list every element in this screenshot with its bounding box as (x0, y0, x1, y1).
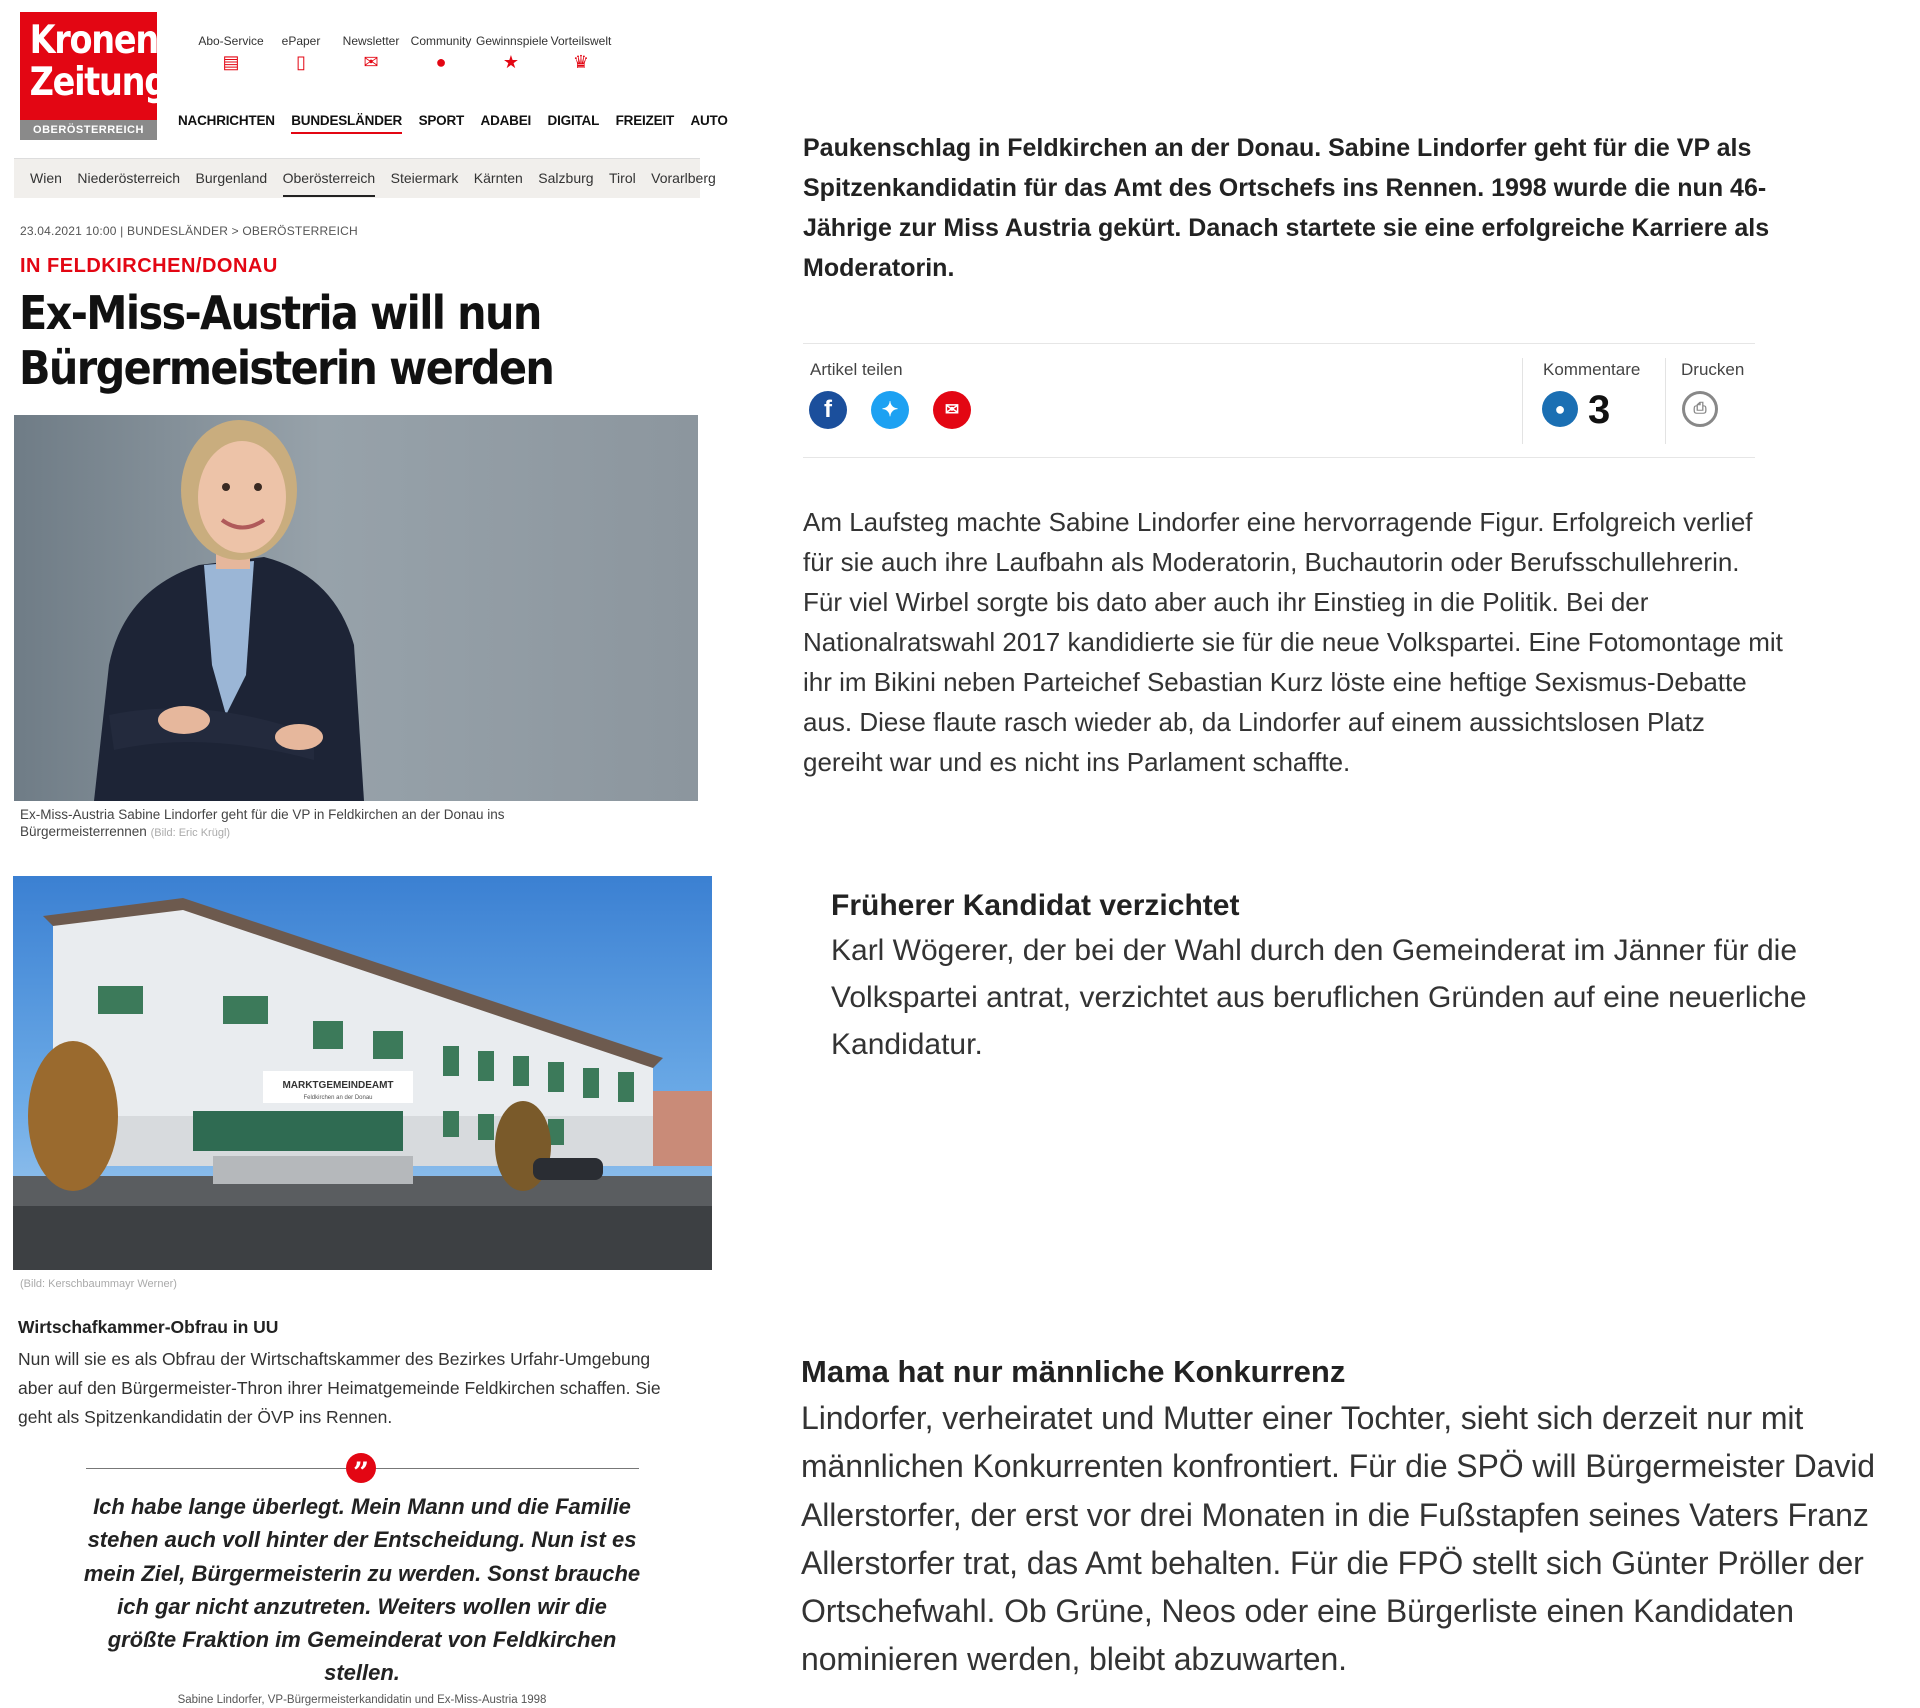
print-label: Drucken (1681, 360, 1745, 379)
logo-region: OBERÖSTERREICH (20, 120, 157, 140)
newspaper-icon: ▤ (222, 52, 240, 72)
section-competition (801, 1350, 1920, 1684)
share-label: Artikel teilen (810, 360, 903, 379)
star-icon: ★ (502, 52, 520, 72)
caption-text: Ex-Miss-Austria Sabine Lindorfer geht für die VP in Feldkirchen an der Donau ins Bürgermeisterrennen (20, 807, 505, 839)
share-bar (803, 343, 1755, 458)
main-nav (178, 112, 728, 134)
service-epaper[interactable] (266, 34, 336, 76)
article-kicker: IN FELDKIRCHEN/DONAU (20, 255, 278, 277)
service-label: Gewinnspiele (476, 34, 549, 48)
divider (1522, 358, 1523, 444)
service-label: Abo-Service (198, 34, 264, 48)
section-former-candidate (831, 885, 1901, 1068)
portrait-illustration (14, 415, 698, 801)
mail-share-button[interactable] (933, 391, 971, 429)
quote-source: Sabine Lindorfer, VP-Bürgermeisterkandidatin und Ex-Miss-Austria 1998 (177, 1694, 547, 1706)
logo-line-1: Kronen (29, 18, 158, 63)
section-heading: Früherer Kandidat verzichtet (831, 889, 1240, 922)
subnav-vorarlberg[interactable]: Vorarlberg (651, 170, 716, 186)
twitter-share-button[interactable] (871, 391, 909, 429)
article-body: Am Laufsteg machte Sabine Lindorfer eine hervorragende Figur. Erfolgreich verlief für sie auch ihre Laufbahn als Moderatorin, Buchautorin oder Berufsschullehrerin. Für viel Wirbel sorgte bis dato aber auch ihr Einstieg in die Politik. Bei der Nationalratswahl 2017 kandidierte sie für die neue Volkspartei. Eine Fotomontage mit ihr im Bikini neben Parteichef Sebastian Kurz löste eine heftige Sexismus-Debatte aus. Diese flaute rasch wieder ab, da Lindorfer auf einem aussichtslosen Platz gereiht war und es nicht ins Parlament schaffte. (803, 507, 1783, 777)
town-hall-illustration (13, 876, 712, 1270)
service-newsletter[interactable] (336, 34, 406, 76)
headline-line-1: Ex-Miss-Austria will nun (19, 286, 541, 340)
quote-mark-icon: ” (346, 1453, 376, 1483)
photo-credit: (Bild: Eric Krügl) (150, 827, 231, 839)
pull-quote: Ich habe lange überlegt. Mein Mann und die Familie stehen auch voll hinter der Entscheidung. Nun ist es mein Ziel, Bürgermeisterin zu werden. Sonst brauche ich gar nicht anzutreten. Weiters wollen wir die größte Fraktion im Gemeinderat von Feldkirchen stellen. (83, 1494, 641, 1686)
comments-count[interactable]: 3 (1588, 388, 1611, 432)
service-label: Vorteilswelt (550, 34, 612, 48)
logo-line-2: Zeitung (29, 60, 167, 105)
portrait-caption (20, 806, 620, 842)
nav-sport[interactable]: SPORT (418, 113, 465, 128)
nav-freizeit[interactable]: FREIZEIT (615, 113, 674, 128)
article-lead: Paukenschlag in Feldkirchen an der Donau. Sabine Lindorfer geht für die VP als Spitzenkandidatin für das Amt des Ortschefs ins Rennen. 1998 wurde die nun 46-Jährige zur Miss Austria gekürt. Danach startete sie eine erfolgreiche Karriere als Moderatorin. (803, 134, 1770, 282)
subnav-wien[interactable]: Wien (30, 170, 62, 186)
crown-icon: ♛ (572, 52, 590, 72)
article-headline (19, 286, 631, 396)
nav-digital[interactable]: DIGITAL (547, 113, 600, 128)
envelope-icon: ✉ (363, 52, 379, 72)
photo-credit: (Bild: Kerschbaummayr Werner) (20, 1278, 177, 1290)
subnav-tirol[interactable]: Tirol (609, 170, 636, 186)
subnav-niederoesterreich[interactable]: Niederösterreich (77, 170, 181, 186)
twitter-icon: ✦ (881, 399, 899, 421)
region-subnav (14, 158, 716, 198)
service-label: Newsletter (342, 34, 400, 48)
service-nav (196, 34, 616, 76)
comments-label: Kommentare (1543, 360, 1641, 379)
section-paragraph: Lindorfer, verheiratet und Mutter einer Tochter, sieht sich derzeit nur mit männlichen Konkurrenten konfrontiert. Für die SPÖ will Bürgermeister David Allerstorfer, der erst vor drei Monaten in die Fußstapfen seines Vaters Franz Allerstorfer trat, das Amt behalten. Für die FPÖ stellt sich Günter Pröller der Ortschefwahl. Ob Grüne, Neos oder eine Bürgerliste einen Kandidaten nominieren werden, bleibt abzuwarten. (801, 1400, 1875, 1678)
service-label: Community (410, 34, 472, 48)
building-sign-sub: Feldkirchen an der Donau (303, 1095, 373, 1101)
section-paragraph: Nun will sie es als Obfrau der Wirtschaftskammer des Bezirkes Urfahr-Umgebung aber auf den Bürgermeister-Thron ihrer Heimatgemeinde Feldkirchen schaffen. Sie geht als Spitzenkandidatin der ÖVP ins Rennen. (18, 1349, 661, 1427)
nav-adabei[interactable]: ADABEI (480, 113, 532, 128)
mail-icon: ✉ (944, 400, 960, 419)
service-community[interactable] (406, 34, 476, 76)
headline-line-2: Bürgermeisterin werden (19, 341, 554, 395)
nav-nachrichten[interactable]: NACHRICHTEN (178, 113, 275, 128)
print-button[interactable] (1682, 391, 1718, 427)
article-meta: 23.04.2021 10:00 | BUNDESLÄNDER > OBERÖSTERREICH (20, 224, 358, 238)
subnav-kaernten[interactable]: Kärnten (473, 170, 523, 186)
subnav-burgenland[interactable]: Burgenland (195, 170, 268, 186)
printer-icon: ⎙ (1693, 400, 1707, 417)
service-label: ePaper (281, 34, 321, 48)
subnav-oberoesterreich[interactable]: Oberösterreich (283, 161, 376, 197)
subnav-salzburg[interactable]: Salzburg (538, 170, 594, 186)
subnav-steiermark[interactable]: Steiermark (390, 170, 459, 186)
town-hall-photo[interactable] (13, 876, 712, 1270)
service-gewinnspiele[interactable] (476, 34, 549, 76)
comments-button[interactable] (1542, 391, 1578, 427)
section-heading: Wirtschafkammer-Obfrau in UU (18, 1317, 279, 1337)
nav-auto[interactable]: AUTO (690, 113, 728, 128)
building-sign: MARKTGEMEINDEAMT (282, 1080, 394, 1091)
facebook-share-button[interactable] (809, 391, 847, 429)
portrait-photo[interactable] (14, 415, 698, 801)
divider (1665, 358, 1666, 444)
service-vorteilswelt[interactable] (546, 34, 616, 76)
kronen-zeitung-logo[interactable] (20, 12, 167, 140)
section-heading: Mama hat nur männliche Konkurrenz (801, 1354, 1346, 1389)
comment-bubble-icon: ● (1554, 399, 1566, 419)
section-paragraph: Karl Wögerer, der bei der Wahl durch den Gemeinderat im Jänner für die Volkspartei antrat, verzichtet aus beruflichen Gründen auf eine neuerliche Kandidatur. (831, 934, 1807, 1061)
nav-bundeslaender[interactable]: BUNDESLÄNDER (291, 113, 402, 134)
tablet-icon: ▯ (296, 52, 306, 72)
service-abo[interactable] (196, 34, 266, 76)
facebook-icon: f (824, 396, 832, 423)
chat-bubbles-icon: ● (435, 52, 447, 72)
